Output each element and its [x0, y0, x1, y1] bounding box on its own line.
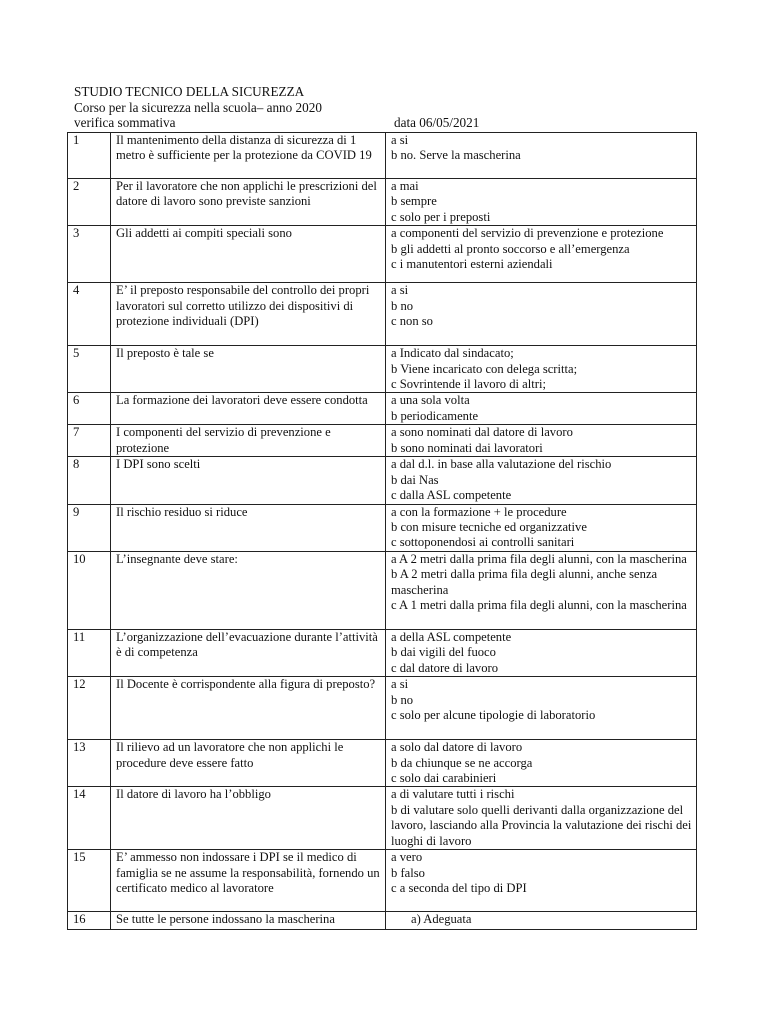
answer-option: c non so — [391, 314, 433, 329]
document-title: STUDIO TECNICO DELLA SICUREZZA — [74, 84, 305, 99]
answer-option: b falso — [391, 865, 425, 880]
answer-options — [386, 787, 697, 850]
answer-option: c A 1 metri dalla prima fila degli alunni, con la mascherina — [391, 598, 687, 613]
question-number: 14 — [68, 787, 111, 850]
answer-options — [386, 677, 697, 740]
answer-option: b da chiunque se ne accorga — [391, 755, 533, 770]
test-date: data 06/05/2021 — [394, 115, 480, 130]
table-row — [68, 912, 697, 930]
question-text: La formazione dei lavoratori deve essere condotta — [111, 393, 386, 425]
answer-option: c solo per alcune tipologie di laboratorio — [391, 707, 596, 722]
table-row — [68, 179, 697, 226]
answer-option: b sempre — [391, 194, 437, 209]
questions-body — [68, 133, 697, 930]
question-text: E’ il preposto responsabile del controllo dei propri lavoratori sul corretto utilizzo dei dispositivi di protezione individuali (DPI) — [111, 283, 386, 346]
answer-option: c dalla ASL competente — [391, 488, 512, 503]
table-row — [68, 787, 697, 850]
answer-options — [386, 226, 697, 283]
answer-option: a componenti del servizio di prevenzione e protezione — [391, 226, 664, 241]
question-number: 8 — [68, 457, 111, 504]
question-text: Il datore di lavoro ha l’obbligo — [111, 787, 386, 850]
meta-line — [74, 115, 694, 131]
answer-option: b con misure tecniche ed organizzative — [391, 520, 587, 535]
table-row — [68, 677, 697, 740]
questions-table — [67, 132, 697, 930]
question-text: L’organizzazione dell’evacuazione durante l’attività è di competenza — [111, 629, 386, 676]
table-row — [68, 133, 697, 179]
question-text: Se tutte le persone indossano la mascherina — [111, 912, 386, 930]
table-row — [68, 740, 697, 787]
answer-options — [386, 179, 697, 226]
question-number: 5 — [68, 346, 111, 393]
document-header — [74, 84, 694, 131]
table-row — [68, 629, 697, 676]
question-number: 9 — [68, 504, 111, 551]
question-text: I DPI sono scelti — [111, 457, 386, 504]
table-row — [68, 425, 697, 457]
answer-option: a con la formazione + le procedure — [391, 504, 567, 519]
answer-option: c solo dai carabinieri — [391, 770, 497, 785]
table-row — [68, 504, 697, 551]
question-number: 10 — [68, 551, 111, 629]
course-line: Corso per la sicurezza nella scuola– anno 2020 — [74, 99, 322, 115]
answer-option: b A 2 metri dalla prima fila degli alunni, anche senza mascherina — [391, 567, 658, 597]
table-row — [68, 551, 697, 629]
table-row — [68, 226, 697, 283]
question-number: 11 — [68, 629, 111, 676]
question-number: 6 — [68, 393, 111, 425]
answer-option: a) Adeguata — [411, 912, 472, 927]
answer-option: a si — [391, 133, 409, 147]
question-number: 16 — [68, 912, 111, 930]
question-text: Il rischio residuo si riduce — [111, 504, 386, 551]
answer-options — [386, 133, 697, 179]
answer-options — [386, 346, 697, 393]
answer-option: b no. Serve la mascherina — [391, 148, 521, 163]
question-number: 13 — [68, 740, 111, 787]
answer-option: b Viene incaricato con delega scritta; — [391, 361, 578, 376]
question-text: I componenti del servizio di prevenzione e protezione — [111, 425, 386, 457]
table-row — [68, 850, 697, 912]
answer-options — [386, 283, 697, 346]
answer-option: a si — [391, 677, 409, 692]
answer-option: a dal d.l. in base alla valutazione del rischio — [391, 457, 612, 472]
answer-option: a solo dal datore di lavoro — [391, 740, 523, 755]
question-text: L’insegnante deve stare: — [111, 551, 386, 629]
question-text: Gli addetti ai compiti speciali sono — [111, 226, 386, 283]
answer-option: a della ASL competente — [391, 629, 512, 644]
question-number: 12 — [68, 677, 111, 740]
answer-option: a si — [391, 283, 409, 298]
test-type: verifica sommativa — [74, 115, 176, 130]
answer-option: a Indicato dal sindacato; — [391, 346, 514, 361]
answer-option: c sottoponendosi ai controlli sanitari — [391, 535, 575, 550]
answer-option: a vero — [391, 850, 423, 865]
question-text: Per il lavoratore che non applichi le prescrizioni del datore di lavoro sono previste sanzioni — [111, 179, 386, 226]
question-number: 3 — [68, 226, 111, 283]
answer-option: a sono nominati dal datore di lavoro — [391, 425, 573, 440]
answer-option: a una sola volta — [391, 393, 470, 408]
answer-options — [386, 457, 697, 504]
answer-option: b gli addetti al pronto soccorso e all’emergenza — [391, 241, 630, 256]
answer-options — [386, 850, 697, 912]
question-text: Il Docente è corrispondente alla figura di preposto? — [111, 677, 386, 740]
answer-option: b di valutare solo quelli derivanti dalla organizzazione del lavoro, lasciando alla Provincia la valutazione dei rischi dei luoghi di lavoro — [391, 802, 692, 848]
answer-option: b no — [391, 692, 414, 707]
answer-option: b periodicamente — [391, 408, 479, 423]
answer-option: a mai — [391, 179, 419, 193]
answer-options — [386, 912, 697, 930]
answer-options — [386, 393, 697, 425]
question-text: Il rilievo ad un lavoratore che non applichi le procedure deve essere fatto — [111, 740, 386, 787]
answer-options — [386, 425, 697, 457]
answer-option: b dai Nas — [391, 472, 439, 487]
answer-options — [386, 629, 697, 676]
answer-options — [386, 740, 697, 787]
table-row — [68, 283, 697, 346]
answer-options — [386, 551, 697, 629]
question-text: Il preposto è tale se — [111, 346, 386, 393]
question-text: Il mantenimento della distanza di sicurezza di 1 metro è sufficiente per la protezione da COVID 19 — [111, 133, 386, 179]
answer-option: b no — [391, 298, 414, 313]
answer-option: c dal datore di lavoro — [391, 660, 499, 675]
answer-options — [386, 504, 697, 551]
answer-option: c Sovrintende il lavoro di altri; — [391, 377, 546, 392]
answer-option: c i manutentori esterni aziendali — [391, 257, 553, 272]
question-number: 2 — [68, 179, 111, 226]
answer-option: a A 2 metri dalla prima fila degli alunni, con la mascherina — [391, 551, 687, 566]
answer-option: b sono nominati dai lavoratori — [391, 440, 543, 455]
table-row — [68, 393, 697, 425]
table-row — [68, 457, 697, 504]
answer-option: c solo per i preposti — [391, 209, 491, 224]
table-row — [68, 346, 697, 393]
question-number: 7 — [68, 425, 111, 457]
question-text: E’ ammesso non indossare i DPI se il medico di famiglia se ne assume la responsabilità, fornendo un certificato medico al lavoratore — [111, 850, 386, 912]
question-number: 1 — [68, 133, 111, 179]
answer-option: b dai vigili del fuoco — [391, 645, 496, 660]
question-number: 4 — [68, 283, 111, 346]
answer-option: a di valutare tutti i rischi — [391, 787, 515, 802]
answer-option: c a seconda del tipo di DPI — [391, 881, 527, 896]
question-number: 15 — [68, 850, 111, 912]
